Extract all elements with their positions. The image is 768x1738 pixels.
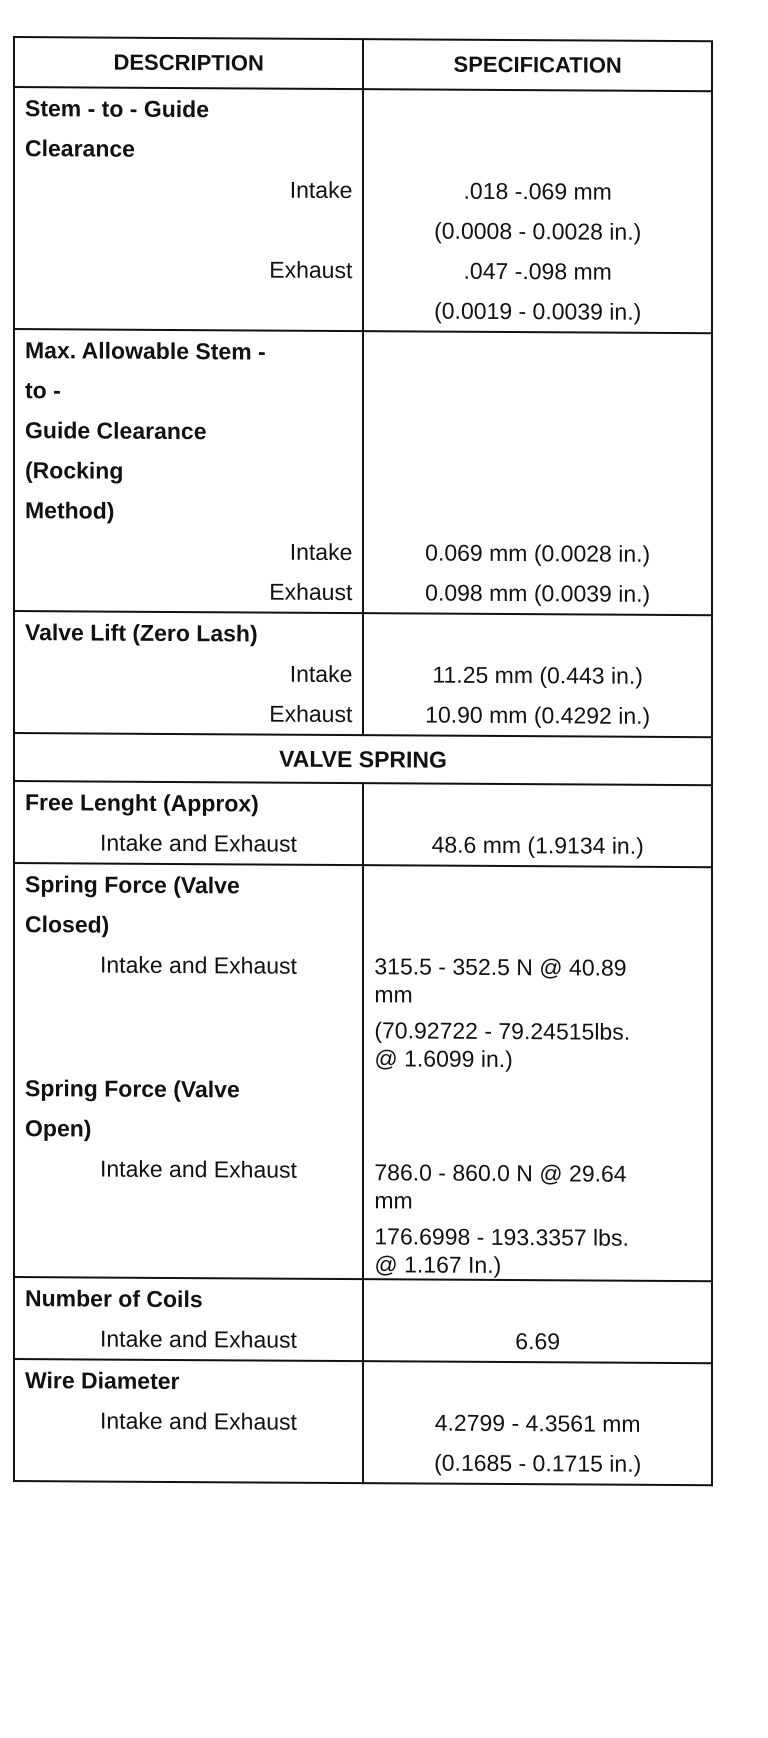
closed-force-newtons: 315.5 - 352.5 N @ 40.89 xyxy=(374,953,627,981)
max-allowable-title-5: Method) xyxy=(25,497,115,524)
free-length-row xyxy=(14,781,712,867)
spring-force-spec xyxy=(363,865,712,1281)
wire-diameter-row xyxy=(14,1359,712,1485)
intake-value: 0.069 mm (0.0028 in.) xyxy=(425,539,651,567)
valve-lift-title: Valve Lift (Zero Lash) xyxy=(25,619,258,647)
intake-exhaust-label: Intake and Exhaust xyxy=(100,1407,297,1435)
closed-force-newtons-unit: mm xyxy=(374,981,413,1008)
closed-force-pounds: (70.92722 - 79.24515lbs. xyxy=(374,1017,631,1045)
valve-lift-row xyxy=(14,611,712,737)
open-force-pounds-length: @ 1.167 In.) xyxy=(374,1251,502,1278)
max-allowable-title-1: Max. Allowable Stem - xyxy=(25,337,266,365)
max-allowable-title-2: to - xyxy=(25,377,61,404)
valve-lift-spec xyxy=(363,613,712,737)
free-length-spec xyxy=(363,783,712,867)
spring-force-closed-title-2: Closed) xyxy=(25,911,110,938)
spring-force-row xyxy=(14,863,712,1281)
max-allowable-title-4: (Rocking xyxy=(25,457,124,484)
exhaust-value: 10.90 mm (0.4292 in.) xyxy=(425,701,651,729)
coils-description xyxy=(14,1277,363,1361)
coils-value: 6.69 xyxy=(515,1328,561,1355)
free-length-title: Free Lenght (Approx) xyxy=(25,789,259,817)
intake-mm-value: .018 -.069 mm xyxy=(463,177,612,205)
intake-in-value: (0.0008 - 0.0028 in.) xyxy=(434,217,642,245)
specification-header: SPECIFICATION xyxy=(363,39,712,91)
open-force-newtons-unit: mm xyxy=(374,1187,413,1214)
spring-force-closed-title-1: Spring Force (Valve xyxy=(25,871,240,899)
intake-label: Intake xyxy=(289,660,353,688)
valve-lift-description xyxy=(14,611,363,735)
exhaust-mm-value: .047 -.098 mm xyxy=(463,257,612,285)
intake-exhaust-label: Intake and Exhaust xyxy=(100,1325,297,1353)
spring-force-open-title-1: Spring Force (Valve xyxy=(25,1075,240,1103)
closed-force-pounds-length: @ 1.6099 in.) xyxy=(374,1045,513,1073)
max-allowable-spec xyxy=(363,331,712,615)
stem-guide-description xyxy=(14,87,363,331)
spring-force-open-title-2: Open) xyxy=(25,1115,92,1142)
exhaust-label: Exhaust xyxy=(269,700,353,728)
exhaust-label: Exhaust xyxy=(269,256,353,284)
max-allowable-title-3: Guide Clearance xyxy=(25,417,207,445)
intake-label: Intake xyxy=(289,176,353,204)
coils-title: Number of Coils xyxy=(25,1285,203,1313)
stem-guide-title: Stem - to - Guide xyxy=(25,95,209,123)
valve-spec-table xyxy=(13,36,713,1486)
exhaust-label: Exhaust xyxy=(269,578,353,606)
coils-spec xyxy=(363,1279,712,1363)
intake-value: 11.25 mm (0.443 in.) xyxy=(432,661,643,689)
max-allowable-description xyxy=(14,329,363,613)
coils-row xyxy=(14,1277,712,1363)
wire-diameter-title: Wire Diameter xyxy=(25,1367,180,1395)
free-length-description xyxy=(14,781,363,865)
intake-exhaust-label: Intake and Exhaust xyxy=(100,829,297,857)
wire-diameter-spec xyxy=(363,1361,712,1485)
stem-guide-title-cont: Clearance xyxy=(25,135,135,162)
open-force-pounds: 176.6998 - 193.3357 lbs. xyxy=(374,1223,629,1251)
free-length-value: 48.6 mm (1.9134 in.) xyxy=(431,831,644,859)
exhaust-in-value: (0.0019 - 0.0039 in.) xyxy=(434,297,642,325)
exhaust-value: 0.098 mm (0.0039 in.) xyxy=(425,579,651,607)
wire-diameter-mm: 4.2799 - 4.3561 mm xyxy=(434,1409,641,1437)
stem-guide-clearance-row xyxy=(14,87,712,333)
intake-exhaust-label: Intake and Exhaust xyxy=(100,1155,297,1183)
header-row xyxy=(14,37,712,91)
valve-spring-heading: VALVE SPRING xyxy=(14,733,712,785)
open-force-newtons: 786.0 - 860.0 N @ 29.64 xyxy=(374,1159,627,1187)
intake-label: Intake xyxy=(289,538,353,566)
wire-diameter-description xyxy=(14,1359,363,1483)
valve-spring-section-row xyxy=(14,733,712,785)
stem-guide-spec xyxy=(363,89,712,333)
max-allowable-row xyxy=(14,329,712,615)
intake-exhaust-label: Intake and Exhaust xyxy=(100,951,297,979)
description-header: DESCRIPTION xyxy=(14,37,363,89)
wire-diameter-in: (0.1685 - 0.1715 in.) xyxy=(434,1449,642,1477)
spring-force-description xyxy=(14,863,363,1279)
